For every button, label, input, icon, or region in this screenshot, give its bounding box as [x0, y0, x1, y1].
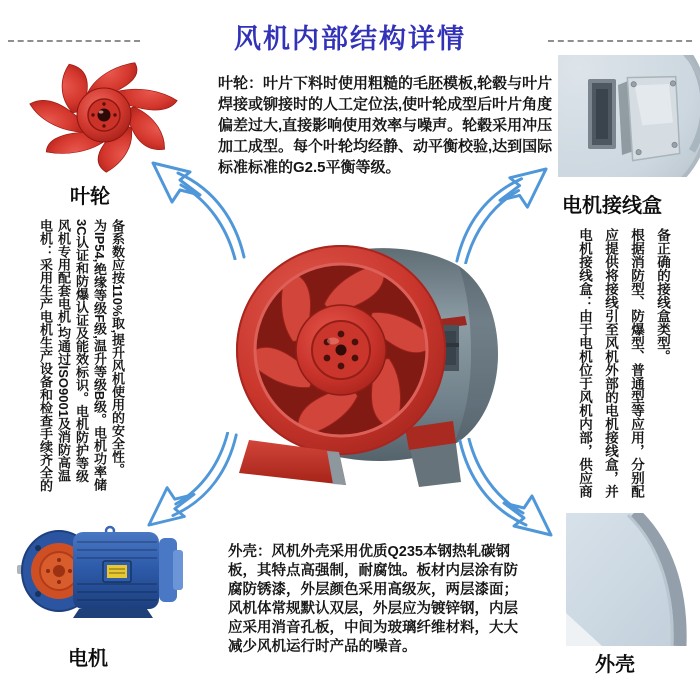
motor-description: 电机：采用生产电机生产设备和检查手续齐全的风机专用配套电机,均通过ISO9001及消防高温3C认证和防爆认证及能效标识。电机防护等级为IP54,绝缘等级F级,温升等级B级。电机功率储备系数应按110%取,提升风机使用的安全性。 [38, 219, 125, 492]
junction-box-image [558, 55, 700, 177]
motor-label: 电机 [68, 648, 108, 670]
shell-description: 外壳：风机外壳采用优质Q235本钢热轧碳钢板，其特点高强制，耐腐蚀。板材内层涂有防腐防锈漆，外层颜色采用高级灰，两层漆面；风机体常规默认双层，外层应为镀锌钢，内层应采用消音孔板，中间为玻璃纤维材料，大大减少风机运行时产品的噪音。 [228, 544, 518, 655]
junction-box-description: 电机接线盒：由于电机位于风机内部，供应商应提供将接线引至风机外部的电机接线盒，并根据消防型、防爆型、普通型等应用，分别配备正确的接线盒类型。 [577, 228, 670, 498]
impeller-label: 叶轮 [70, 186, 110, 208]
junction-box-label: 电机接线盒 [562, 195, 662, 217]
shell-image [560, 513, 700, 646]
arrow-top-left-icon [146, 160, 254, 260]
page-title: 风机内部结构详情 [234, 24, 466, 54]
arrow-top-right-icon [448, 166, 552, 264]
arrow-bottom-right-icon [450, 438, 558, 538]
impeller-description: 叶轮：叶片下料时使用粗糙的毛胚模板,轮毂与叶片焊接或铆接时的人工定位法,使叶轮成型后叶片角度偏差过大,直接影响使用效率与噪声。轮毂采用冲压加工成型。每个叶轮均经静、动平衡校验,达到国际标准标准的G2.5平衡等级。 [218, 75, 553, 176]
arrow-bottom-left-icon [138, 432, 250, 528]
shell-label: 外壳 [595, 654, 635, 676]
impeller-image [25, 56, 183, 176]
motor-image [15, 524, 185, 619]
